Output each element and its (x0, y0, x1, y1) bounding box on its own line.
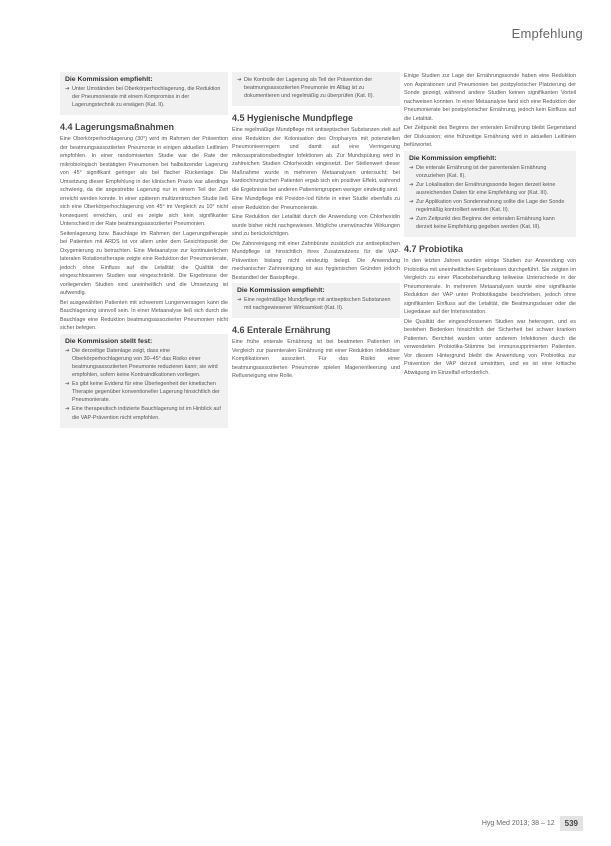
body-paragraph: Die Qualität der eingeschlossenen Studien war heterogen, und es bestehen Bedenken hinsichtlich der Sicherheit bei schwer kranken Patienten. Berichtet wurden unter anderem Infektionen durch die verwendeten Probiotika-Stämme bei immunsupprimierten Patienten. Vor diesem Hintergrund bleibt die Anwendung von Probiotika zur Prävention der VAP derzeit umstritten, und es ist eine kritische Abwägung im Einzelfall erforderlich. (404, 318, 576, 376)
recommendation-text: Die enterale Ernährung ist der parenteralen Ernährung vorzuziehen (Kat. II). (416, 164, 547, 179)
running-header: Empfehlung (511, 26, 583, 41)
recommendation-text: Eine therapeutisch indizierte Bauchlagerung ist im Hinblick auf die VAP-Prävention nicht empfohlen. (72, 406, 221, 421)
recommendation-box (232, 283, 400, 318)
recommendation-text: Eine regelmäßige Mundpflege mit antiseptischen Substanzen mit nachgewiesener Wirksamkeit (Kat. II). (244, 297, 391, 312)
column-2 (232, 72, 400, 382)
body-paragraph: Eine frühe enterale Ernährung ist bei beatmeten Patienten im Vergleich zur parenteralen Ernährung mit einer Reduktion infektiöser Komplikationen assoziiert. Für das Risiko einer beatmungsassoziierten Pneumonie spielen Magenentleerung und Refluxneigung eine Rolle. (232, 339, 400, 380)
box-title: Die Kommission empfiehlt: (409, 154, 497, 162)
arrow-right-icon: ➔ (65, 406, 70, 413)
recommendation-text: Unter Umständen bei Oberkörperhochlagerung, die Reduktion der Pneumonierate mit einem Kompromiss in der Lagerungstechnik zu erwägen (Kat. II). (72, 86, 221, 109)
box-title: Die Kommission empfiehlt: (237, 287, 325, 295)
arrow-right-icon: ➔ (65, 347, 70, 354)
box-title: Die Kommission stellt fest: (65, 337, 153, 345)
section-heading: 4.4 Lagerungsmaßnahmen (60, 122, 175, 133)
body-paragraph: Bei ausgewählten Patienten mit schwerem Lungenversagen kann die Bauchlagerung sinnvoll sein. In einer Metaanalyse ließ sich durch die Bauchlage eine Reduktion beatmungsassoziierter Pneumonien nicht sicher belegen. (60, 299, 228, 332)
arrow-right-icon: ➔ (409, 198, 414, 205)
recommendation-item (237, 76, 395, 100)
page-footer (482, 816, 583, 831)
section-heading: 4.6 Enterale Ernährung (232, 325, 331, 336)
arrow-right-icon: ➔ (409, 216, 414, 223)
body-paragraph: Eine regelmäßige Mundpflege mit antiseptischen Substanzen zielt auf eine Reduktion der Kolonisation des Oropharynx mit potenziellen Pneumonieerregern und damit auf eine Verringerung mikroaspirationsbedingter Infektionen ab. Zur Mundspülung wird in zahlreichen Studien Chlorhexidin eingesetzt. Der Stellenwert dieser Maßnahme wurde in mehreren Metaanalysen untersucht; bei kardiochirurgischen Patienten ergab sich ein positiver Effekt, während die Ergebnisse bei anderen Patientengruppen weniger eindeutig sind. (232, 127, 400, 193)
box-title: Die Kommission empfiehlt: (65, 76, 153, 83)
recommendation-item (409, 164, 571, 180)
arrow-right-icon: ➔ (237, 77, 242, 83)
body-paragraph: Seitenlagerung bzw. Bauchlage im Rahmen der Lagerungstherapie bei Patienten mit ARDS ist vor allem unter dem Gesichtspunkt der Oxygenierung zu betrachten. Eine Metaanalyse zur kontinuierlichen lateralen Rotationstherapie zeigte eine Reduktion der Pneumonierate, jedoch ohne Einfluss auf die Letalität; die Qualität der eingeschlossenen Studien war eingeschränkt. Die Ergebnisse der vorliegenden Studien sind uneinheitlich und die Umsetzung ist aufwendig. (60, 230, 228, 297)
body-paragraph: Einige Studien zur Lage der Ernährungssonde haben eine Reduktion von Aspirationen und Pneumonien bei postpylorischer Platzierung der Sonde gezeigt, während andere Studien keinen signifikanten Vorteil nachweisen konnten. In einer Metaanalyse fand sich eine Reduktion der Pneumonierate bei postpylorischer Ernährung, jedoch kein Einfluss auf die Letalität. (404, 73, 577, 122)
recommendation-item (409, 198, 571, 214)
body-paragraph: In den letzten Jahren wurden einige Studien zur Anwendung von Probiotika mit uneinheitlichen Ergebnissen durchgeführt. Sie zeigten im Vergleich zu einer Placebobehandlung teilweise Unterschiede in der Pneumonierate. In mehreren Metaanalysen wurde eine signifikante Reduktion der VAP unter Probiotikagabe beschrieben, jedoch ohne signifikanten Einfluss auf die Letalität, die Beatmungsdauer oder die Liegedauer auf der Intensivstation. (404, 258, 576, 316)
page-number: 539 (560, 816, 583, 831)
section-heading: 4.5 Hygienische Mundpflege (232, 113, 354, 124)
recommendation-text: Zum Zeitpunkt des Beginns der enteralen Ernährung kann derzeit keine Empfehlung gegeben werden (Kat. III). (416, 216, 555, 231)
arrow-right-icon: ➔ (65, 381, 70, 388)
arrow-right-icon: ➔ (409, 181, 414, 188)
arrow-right-icon: ➔ (65, 86, 70, 92)
recommendation-item (65, 405, 223, 421)
recommendation-box (232, 72, 400, 106)
body-paragraph: Die Zahnreinigung mit einer Zahnbürste zusätzlich zur antiseptischen Mundpflege ist hinsichtlich ihres Zusatznutzens für die VAP-Prävention bislang nicht eindeutig belegt. Die Anwendung mechanischer Zahnreinigung ist aus hygienischen Gründen jedoch Bestandteil der Basispflege. (232, 240, 400, 281)
recommendation-item (409, 181, 571, 197)
body-paragraph: Eine Reduktion der Letalität durch die Anwendung von Chlorhexidin wurde bisher nicht nachgewiesen. Mögliche unerwünschte Wirkungen sind zu berücksichtigen. (232, 214, 400, 238)
recommendation-text: Zur Lokalisation der Ernährungssonde liegen derzeit keine ausreichenden Daten für eine Empfehlung vor (Kat. III). (416, 181, 556, 196)
recommendation-item (65, 85, 223, 109)
arrow-right-icon: ➔ (237, 297, 242, 304)
arrow-right-icon: ➔ (409, 164, 414, 171)
column-1 (60, 72, 228, 435)
recommendation-item (65, 380, 223, 404)
recommendation-item (65, 347, 223, 379)
recommendation-text: Die derzeitige Datenlage zeigt, dass eine Oberkörperhochlagerung von 30–45° das Risiko einer beatmungsassoziierten Pneumonie reduzieren kann; sie wird empfohlen, sofern keine Kontraindikationen vorliegen. (72, 347, 218, 379)
recommendation-box (60, 72, 228, 115)
recommendation-text: Zur Applikation von Sondennahrung sollte die Lage der Sonde regelmäßig kontrolliert werden (Kat. II). (416, 198, 565, 213)
body-paragraph: Eine Oberkörperhochlagerung (30°) wird im Rahmen der Prävention der beatmungsassoziierten Pneumonie in einigen aktuellen Leitlinien empfohlen. In einer randomisierten Studie war die Rate der mikrobiologisch bestätigten Pneumonien bei halbsitzender Lagerung von 45° signifikant geringer als bei flacher Rückenlage. Die Umsetzung dieser Empfehlung in der klinischen Praxis war allerdings schwierig, da die angestrebte Lagerung nur in einem Teil der Zeit erreicht werden konnte. In einer späteren multizentrischen Studie ließ sich eine Oberkörperhochlagerung von 45° im Vergleich zu 10° nicht konsequent erreichen, und es zeigte sich kein signifikanter Unterschied in der Rate beatmungsassoziierter Pneumonien. (60, 136, 228, 228)
section-heading: 4.7 Probiotika (404, 244, 464, 255)
recommendation-box (404, 151, 576, 238)
recommendation-box (60, 334, 228, 428)
recommendation-text: Die Kontrolle der Lagerung als Teil der Prävention der beatmungsassoziierten Pneumonie im Alltag ist zu dokumentieren und regelmäßig zu überprüfen (Kat. II). (244, 77, 375, 100)
body-paragraph: Der Zeitpunkt des Beginns der enteralen Ernährung bleibt Gegenstand der Diskussion; eine frühzeitige Ernährung wird in aktuellen Leitlinien befürwortet. (404, 125, 576, 148)
journal-citation: Hyg Med 2013; 38 – 12 (481, 820, 555, 827)
recommendation-item (237, 296, 395, 312)
recommendation-text: Es gibt keine Evidenz für eine Überlegenheit der kinetischen Therapie gegenüber konventioneller Lagerung hinsichtlich der Pneumonierate. (72, 381, 220, 404)
body-paragraph: Eine Mundpflege mit Povidon-Iod führte in einer Studie ebenfalls zu einer Reduktion der Pneumonierate. (232, 196, 400, 211)
column-3 (404, 72, 576, 378)
recommendation-item (409, 215, 571, 231)
